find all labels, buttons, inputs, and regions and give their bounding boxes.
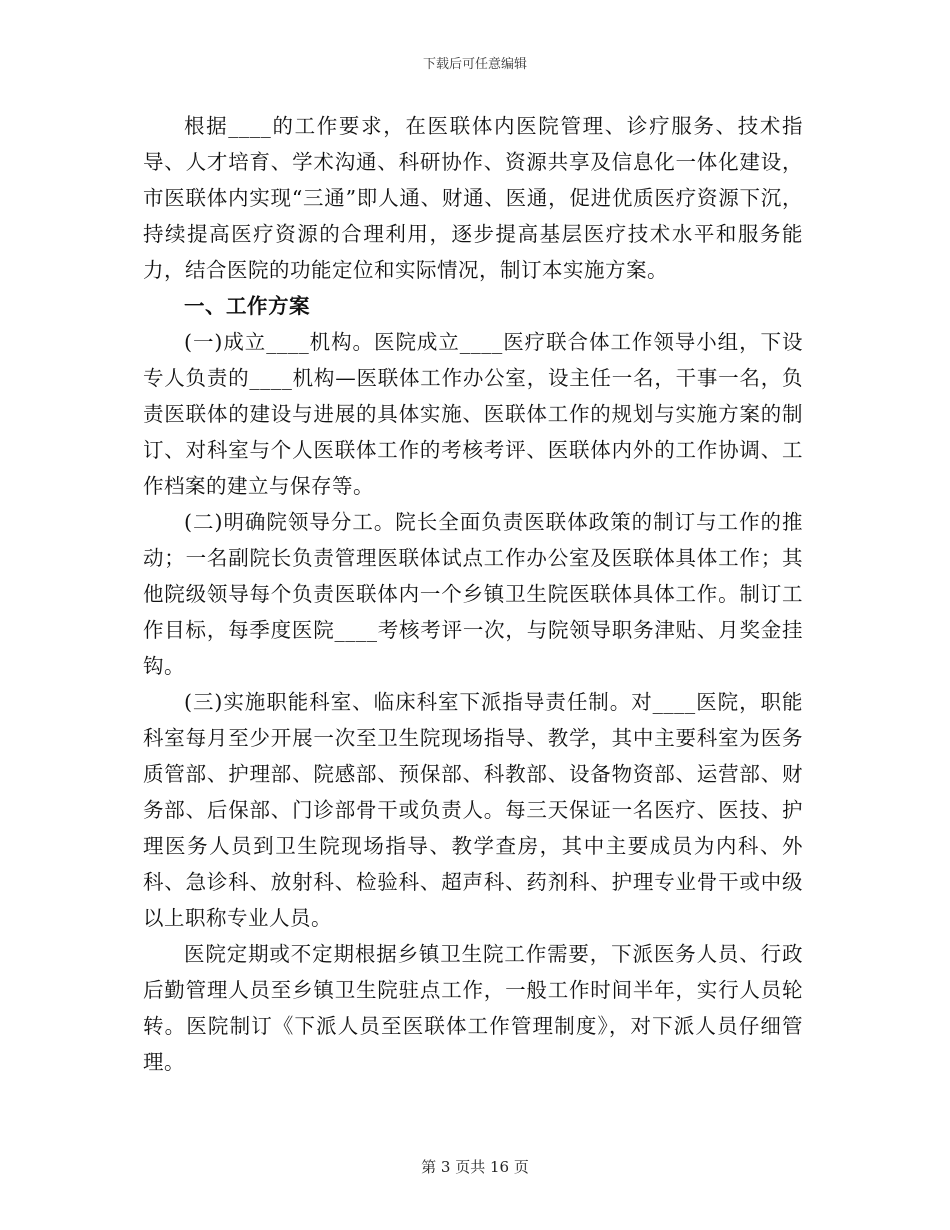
document-body [143,108,803,1080]
page-footer: 第 3 页共 16 页 [421,1158,529,1176]
section-heading: 一、工作方案 [184,294,310,318]
paragraph-leadership-division: (二)明确院领导分工。院长全面负责医联体政策的制订与工作的推动；一名副院长负责管理医联体试点工作办公室及医联体具体工作；其他院级领导每个负责医联体内一个乡镇卫生院医联体具体工作。制订工作目标，每季度医院____考核考评一次，与院领导职务津贴、月奖金挂钩。 [143,510,803,678]
paragraph-staff-rotation: 医院定期或不定期根据乡镇卫生院工作需要，下派医务人员、行政后勤管理人员至乡镇卫生院驻点工作，一般工作时间半年，实行人员轮转。医院制订《下派人员至医联体工作管理制度》，对下派人员仔细管理。 [143,942,803,1074]
intro-paragraph: 根据____的工作要求，在医联体内医院管理、诊疗服务、技术指导、人才培育、学术沟通、科研协作、资源共享及信息化一体化建设，市医联体内实现“三通”即人通、财通、医通，促进优质医疗资源下沉，持续提高医疗资源的合理利用，逐步提高基层医疗技术水平和服务能力，结合医院的功能定位和实际情况，制订本实施方案。 [143,114,803,282]
paragraph-dispatch-responsibility: (三)实施职能科室、临床科室下派指导责任制。对____医院，职能科室每月至少开展一次至卫生院现场指导、教学，其中主要科室为医务质管部、护理部、院感部、预保部、科教部、设备物资部、运营部、财务部、后保部、门诊部骨干或负责人。每三天保证一名医疗、医技、护理医务人员到卫生院现场指导、教学查房，其中主要成员为内科、外科、急诊科、放射科、检验科、超声科、药剂科、护理专业骨干或中级以上职称专业人员。 [143,690,803,930]
page-header: 下载后可任意编辑 [422,57,527,72]
paragraph-establish-organization: (一)成立____机构。医院成立____医疗联合体工作领导小组，下设专人负责的____机构—医联体工作办公室，设主任一名，干事一名，负责医联体的建设与进展的具体实施、医联体工作的规划与实施方案的制订、对科室与个人医联体工作的考核考评、医联体内外的工作协调、工作档案的建立与保存等。 [143,330,803,498]
